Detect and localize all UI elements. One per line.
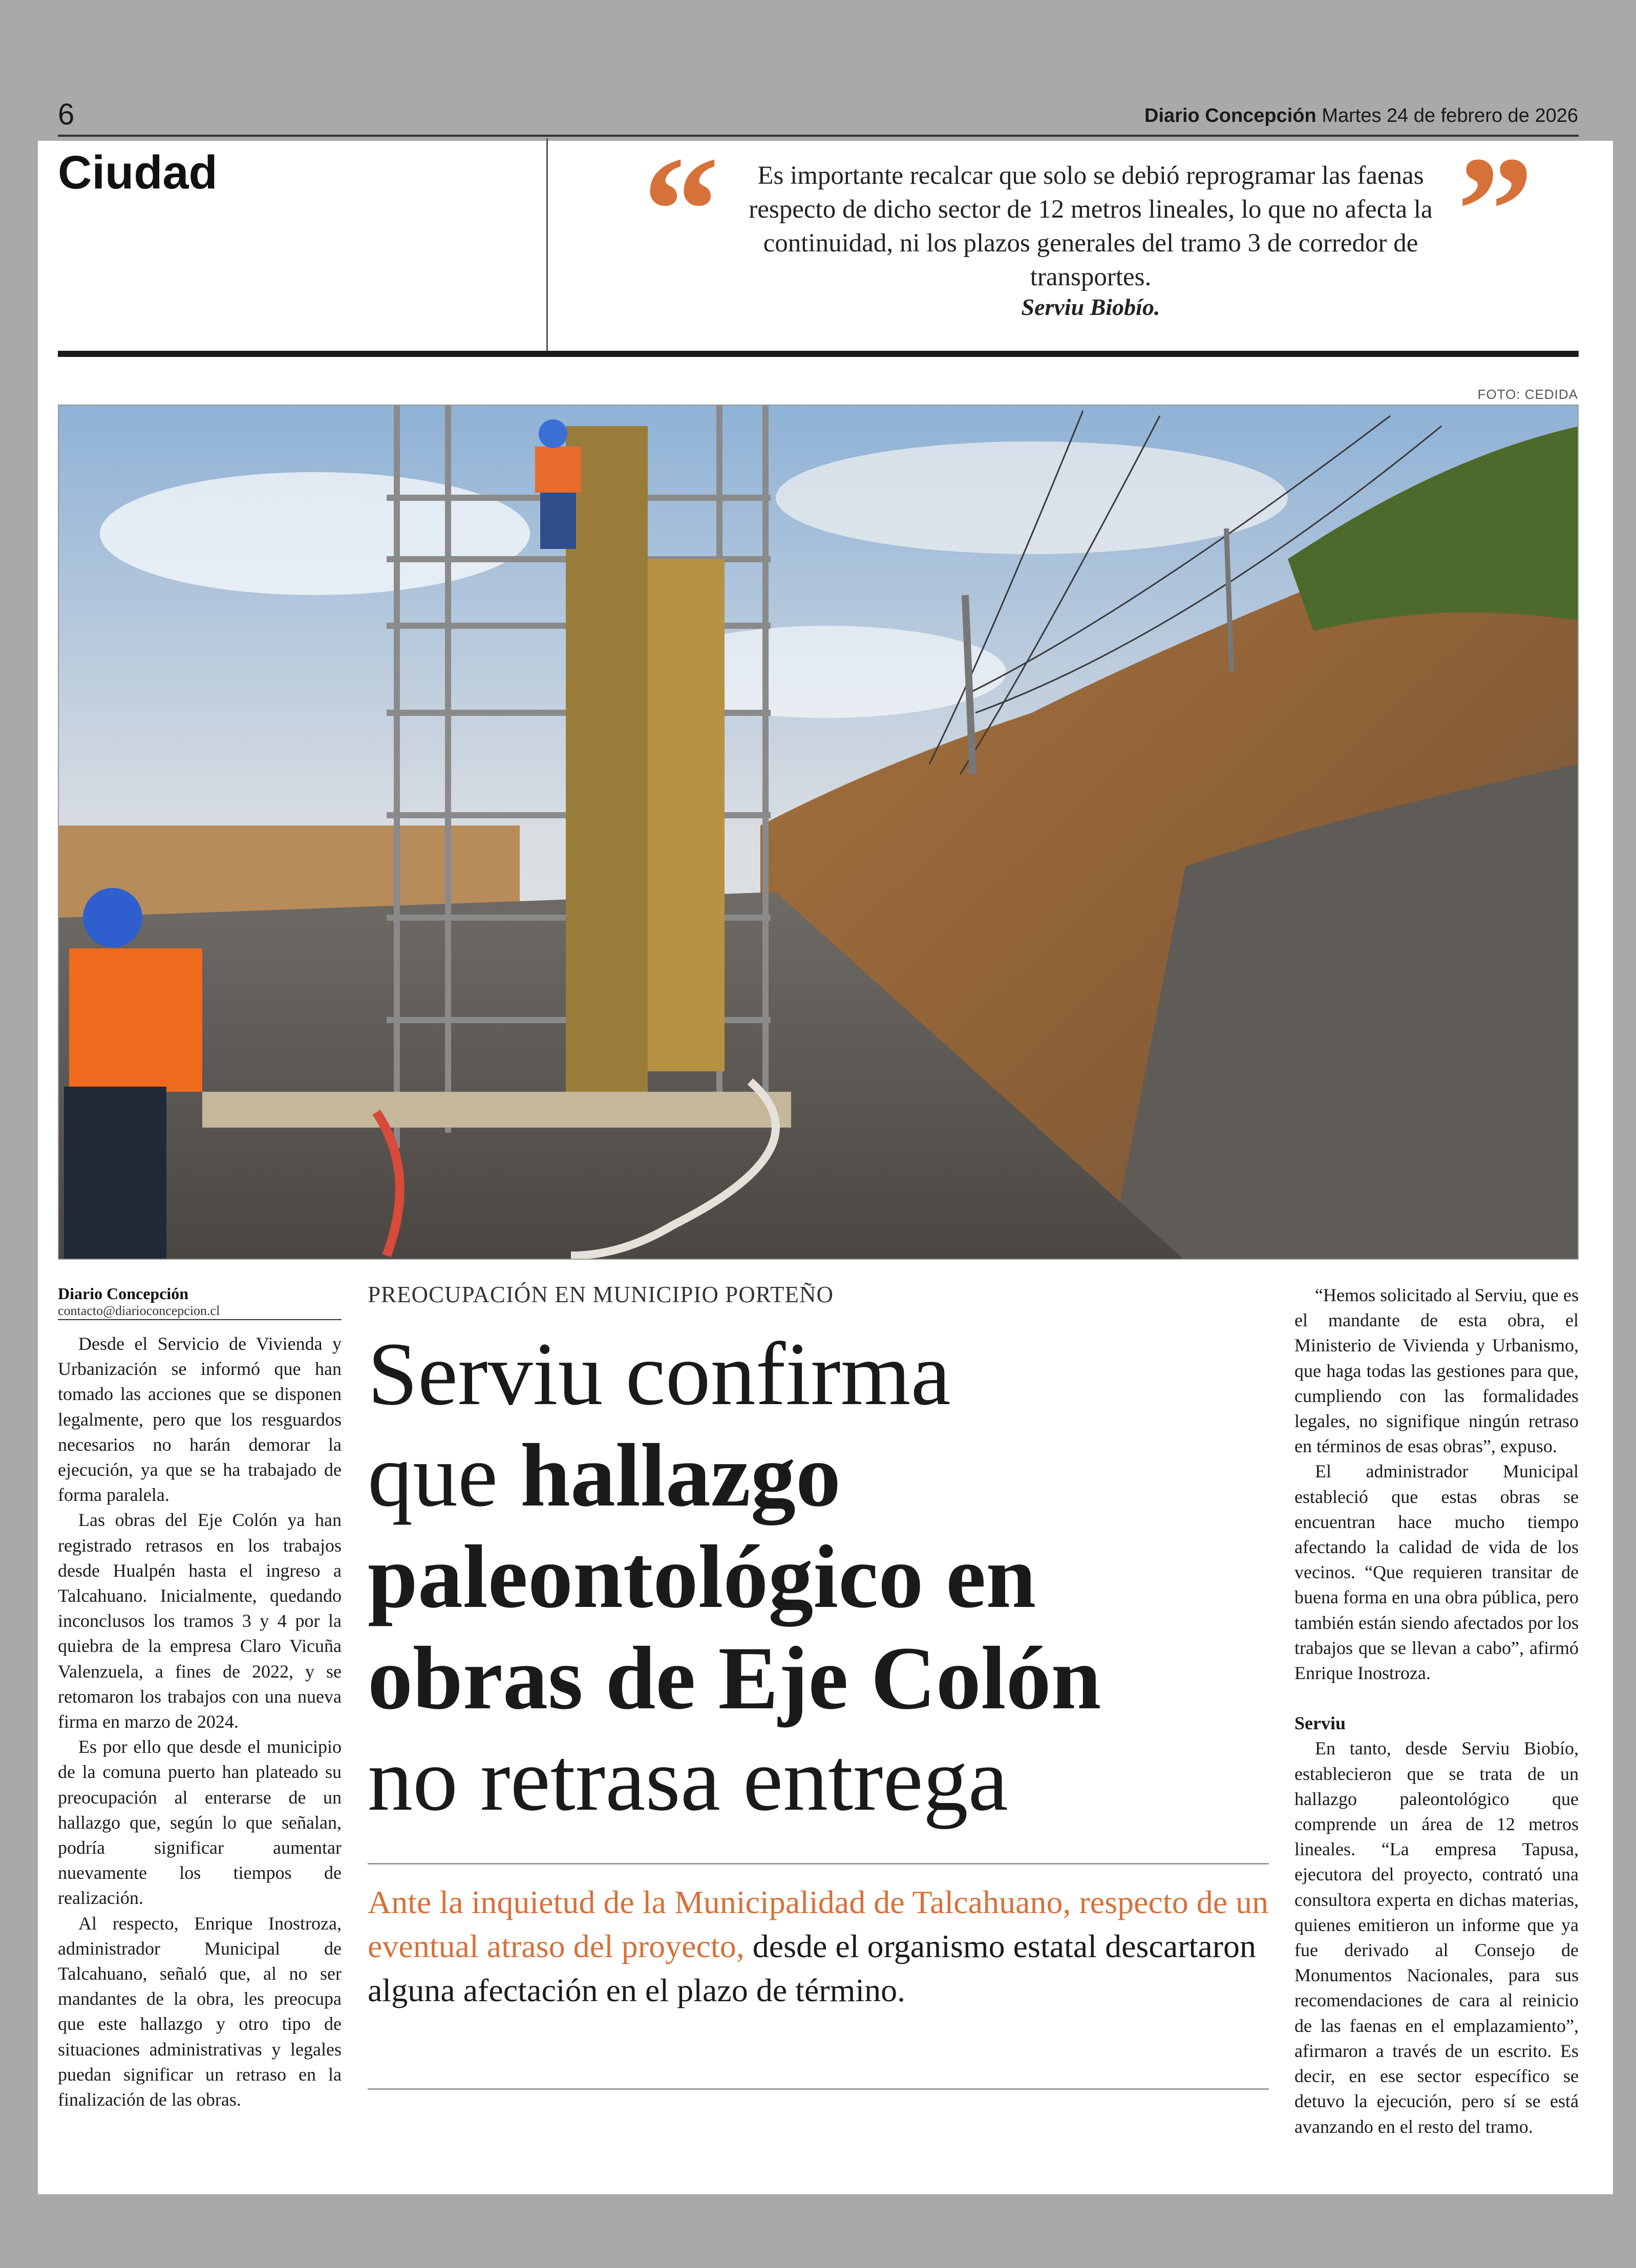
byline-name: Diario Concepción xyxy=(58,1284,189,1303)
top-rule xyxy=(58,135,1579,137)
left-paragraph-4: Al respecto, Enrique Inostroza, administrador Municipal de Talcahuano, señaló que, al no ser mandantes de la obra, les preocupa que este hallazgo y otro tipo de situaciones administrativas y legales puedan significar un retraso en la finalización de las obras. xyxy=(58,1913,342,2110)
header-thick-rule xyxy=(58,351,1579,357)
left-paragraph-3: Es por ello que desde el municipio de la comuna puerto han plateado su preocupación al enterarse de un hallazgo que, según lo que señalan, podría significar aumentar nuevamente los tiempos de realización. xyxy=(58,1736,342,1909)
right-column xyxy=(1294,1283,1579,2139)
headline-line-1: Serviu confirma xyxy=(368,1324,951,1424)
photo-credit: FOTO: CEDIDA xyxy=(1477,387,1578,402)
pull-quote-author: Serviu Biobío. xyxy=(1021,294,1160,320)
lede-bottom-rule xyxy=(368,2088,1269,2090)
byline-rule xyxy=(58,1319,342,1320)
quote-open-icon: “ xyxy=(643,125,719,295)
header-divider xyxy=(546,138,548,353)
headline-line-2-bold: hallazgo xyxy=(520,1426,841,1525)
headline xyxy=(368,1324,1269,1831)
section-title: Ciudad xyxy=(58,146,218,199)
left-paragraph-1: Desde el Servicio de Vivienda y Urbanización se informó que han tomado las acciones que se disponen legalmente, pero que los resguardos necesarios no harán demorar la ejecución, ya que se ha trabajado de forma paralela. xyxy=(58,1333,342,1506)
construction-scene-illustration xyxy=(59,406,1579,1260)
right-subhead: Serviu xyxy=(1294,1713,1346,1734)
headline-line-2-regular: que xyxy=(368,1426,521,1525)
masthead-date: Martes 24 de febrero de 2026 xyxy=(1322,105,1578,126)
headline-line-2 xyxy=(368,1425,1269,1527)
right-paragraph-3: En tanto, desde Serviu Biobío, establecieron que se trata de un hallazgo paleontológico que comprende un área de 12 metros lineales. “La empresa Tapusa, ejecutora del proyecto, contrató una consultora experta en dichas materias, quienes emitieron un informe que ya fue derivado al Consejo de Monumentos Nacionales, para sus recomendaciones de cara al reinicio de las faenas en el emplazamiento”, afirmaron a través de un escrito. Es decir, en ese sector específico se detuvo la ejecución, pero sí se está avanzando en el resto del tramo. xyxy=(1294,1738,1579,2137)
lede-rest: desde el organismo estatal descartaron alguna afectación en el plazo de término. xyxy=(368,1928,1257,2008)
lede-top-rule xyxy=(368,1863,1269,1864)
right-paragraph-1: “Hemos solicitado al Serviu, que es el mandante de esta obra, el Ministerio de Vivienda y Urbanismo, que haga todas las gestiones para que, cumpliendo con las formalidades legales, no signifique ningún retraso en términos de esas obras”, expuso. xyxy=(1294,1285,1579,1457)
headline-line-5: no retrasa entrega xyxy=(368,1730,1008,1830)
kicker: PREOCUPACIÓN EN MUNICIPIO PORTEÑO xyxy=(368,1282,834,1307)
left-column xyxy=(58,1331,342,2112)
right-paragraph-2: El administrador Municipal estableció que estas obras se encuentran hace mucho tiempo afectando la calidad de vida de los vecinos. “Que requieren transitar de buena forma en una obra pública, pero también están siendo afectados por los trabajos que se llevan a cabo”, afirmó Enrique Inostroza. xyxy=(1294,1461,1579,1684)
headline-line-3: paleontológico en xyxy=(368,1527,1036,1627)
page-number: 6 xyxy=(58,98,75,131)
quote-close-icon: ” xyxy=(1457,125,1534,295)
headline-line-4: obras de Eje Colón xyxy=(368,1628,1101,1728)
left-paragraph-2: Las obras del Eje Colón ya han registrado retrasos en los trabajos desde Hualpén hasta el ingreso a Talcahuano. Inicialmente, quedando inconclusos los tramos 3 y 4 por la quiebra de la empresa Claro Vicuña Valenzuela, a fines de 2022, y se retomaron los trabajos con una nueva firma en marzo de 2024. xyxy=(58,1510,342,1732)
lede xyxy=(368,1880,1269,2012)
masthead xyxy=(1144,105,1578,127)
lede-accent: Ante la inquietud de la Municipalidad de Talcahuano, respecto de un eventual atraso del proyecto, xyxy=(368,1884,1269,1964)
construction-photo xyxy=(58,405,1579,1260)
pull-quote-text: Es importante recalcar que solo se debió reprogramar las faenas respecto de dicho sector de 12 metros lineales, lo que no afecta la continuidad, ni los plazos generales del tramo 3 de corredor de transportes. xyxy=(749,161,1433,291)
byline-email: contacto@diarioconcepcion.cl xyxy=(58,1303,220,1318)
masthead-brand: Diario Concepción xyxy=(1144,105,1316,126)
